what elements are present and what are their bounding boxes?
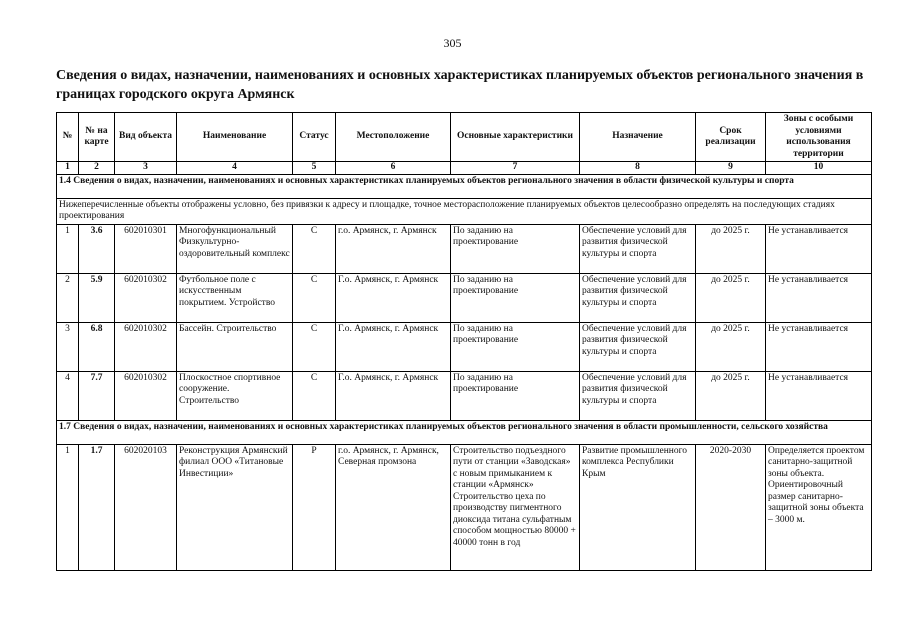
cell-term: 2020-2030 — [696, 444, 766, 570]
cell-characteristics: Строительство подъездного пути от станции «Заводская» с новым примыканием к станции «Армянск» Строительство цеха по производству пигментного диоксида титана сульфатным способом мощностью 80000 + 40000 тонн в год — [451, 444, 580, 570]
cell-purpose: Обеспечение условий для развития физической культуры и спорта — [580, 224, 696, 273]
section-note: Нижеперечисленные объекты отображены условно, без привязки к адресу и площадке, точное месторасположение планируемых объектов целесообразно определять на последующих стадиях проектирования — [57, 198, 872, 224]
cell-type: 602010302 — [115, 322, 177, 371]
header-cell: Зоны с особыми условиями использования территории — [766, 113, 872, 162]
cell-n: 1 — [57, 224, 79, 273]
cell-n: 2 — [57, 273, 79, 322]
cell-name: Футбольное поле с искусственным покрытием. Устройство — [177, 273, 293, 322]
table-row — [57, 371, 872, 420]
cell-map: 6.8 — [79, 322, 115, 371]
cell-n: 1 — [57, 444, 79, 570]
cell-name: Реконструкция Армянский филиал ООО «Титановые Инвестиции» — [177, 444, 293, 570]
column-number-row — [57, 162, 872, 175]
cell-type: 602010301 — [115, 224, 177, 273]
header-cell: Назначение — [580, 113, 696, 162]
column-number: 7 — [451, 162, 580, 175]
cell-purpose: Обеспечение условий для развития физической культуры и спорта — [580, 322, 696, 371]
column-number: 10 — [766, 162, 872, 175]
cell-type: 602010302 — [115, 371, 177, 420]
cell-map: 7.7 — [79, 371, 115, 420]
table-row — [57, 273, 872, 322]
column-number: 4 — [177, 162, 293, 175]
cell-zones: Не устанавливается — [766, 371, 872, 420]
cell-location: Г.о. Армянск, г. Армянск — [336, 322, 451, 371]
cell-term: до 2025 г. — [696, 224, 766, 273]
cell-status: С — [293, 371, 336, 420]
header-cell: Статус — [293, 113, 336, 162]
header-cell: Вид объекта — [115, 113, 177, 162]
column-number: 8 — [580, 162, 696, 175]
column-number: 2 — [79, 162, 115, 175]
table-row — [57, 224, 872, 273]
header-row — [57, 113, 872, 162]
note-row — [57, 198, 872, 224]
cell-zones: Не устанавливается — [766, 273, 872, 322]
cell-status: Р — [293, 444, 336, 570]
column-number: 3 — [115, 162, 177, 175]
header-cell: Срок реализации — [696, 113, 766, 162]
cell-n: 4 — [57, 371, 79, 420]
column-number: 6 — [336, 162, 451, 175]
column-number: 9 — [696, 162, 766, 175]
header-cell: Основные характеристики — [451, 113, 580, 162]
header-cell: № на карте — [79, 113, 115, 162]
cell-characteristics: По заданию на проектирование — [451, 322, 580, 371]
table-row — [57, 322, 872, 371]
section-row — [57, 174, 872, 198]
cell-location: Г.о. Армянск, г. Армянск — [336, 371, 451, 420]
table-row — [57, 444, 872, 570]
cell-name: Многофункциональный Физкультурно-оздоровительный комплекс — [177, 224, 293, 273]
section-row — [57, 420, 872, 444]
document-title: Сведения о видах, назначении, наименованиях и основных характеристиках планируемых объектов регионального значения в границах городского округа Армянск — [56, 68, 864, 102]
cell-characteristics: По заданию на проектирование — [451, 224, 580, 273]
header-cell: Местоположение — [336, 113, 451, 162]
cell-name: Плоскостное спортивное сооружение. Строительство — [177, 371, 293, 420]
cell-location: Г.о. Армянск, г. Армянск — [336, 273, 451, 322]
cell-location: г.о. Армянск, г. Армянск, Северная промзона — [336, 444, 451, 570]
cell-location: г.о. Армянск, г. Армянск — [336, 224, 451, 273]
cell-map: 1.7 — [79, 444, 115, 570]
planned-objects-table — [56, 112, 872, 571]
section-title: 1.4 Сведения о видах, назначении, наименованиях и основных характеристиках планируемых объектов регионального значения в области физической культуры и спорта — [57, 174, 872, 198]
cell-characteristics: По заданию на проектирование — [451, 371, 580, 420]
column-number: 1 — [57, 162, 79, 175]
cell-name: Бассейн. Строительство — [177, 322, 293, 371]
cell-type: 602010302 — [115, 273, 177, 322]
cell-status: С — [293, 224, 336, 273]
cell-status: С — [293, 322, 336, 371]
section-title: 1.7 Сведения о видах, назначении, наименованиях и основных характеристиках планируемых объектов регионального значения в области промышленности, сельского хозяйства — [57, 420, 872, 444]
cell-type: 602020103 — [115, 444, 177, 570]
cell-n: 3 — [57, 322, 79, 371]
cell-characteristics: По заданию на проектирование — [451, 273, 580, 322]
cell-zones: Определяется проектом санитарно-защитной зоны объекта. Ориентировочный размер санитарно-защитной зоны объекта – 3000 м. — [766, 444, 872, 570]
cell-map: 5.9 — [79, 273, 115, 322]
page-number: 305 — [443, 36, 462, 50]
cell-zones: Не устанавливается — [766, 322, 872, 371]
cell-purpose: Обеспечение условий для развития физической культуры и спорта — [580, 273, 696, 322]
cell-map: 3.6 — [79, 224, 115, 273]
cell-term: до 2025 г. — [696, 371, 766, 420]
cell-status: С — [293, 273, 336, 322]
header-cell: Наименование — [177, 113, 293, 162]
cell-purpose: Развитие промышленного комплекса Республики Крым — [580, 444, 696, 570]
cell-purpose: Обеспечение условий для развития физической культуры и спорта — [580, 371, 696, 420]
column-number: 5 — [293, 162, 336, 175]
header-cell: № — [57, 113, 79, 162]
cell-term: до 2025 г. — [696, 273, 766, 322]
cell-zones: Не устанавливается — [766, 224, 872, 273]
cell-term: до 2025 г. — [696, 322, 766, 371]
